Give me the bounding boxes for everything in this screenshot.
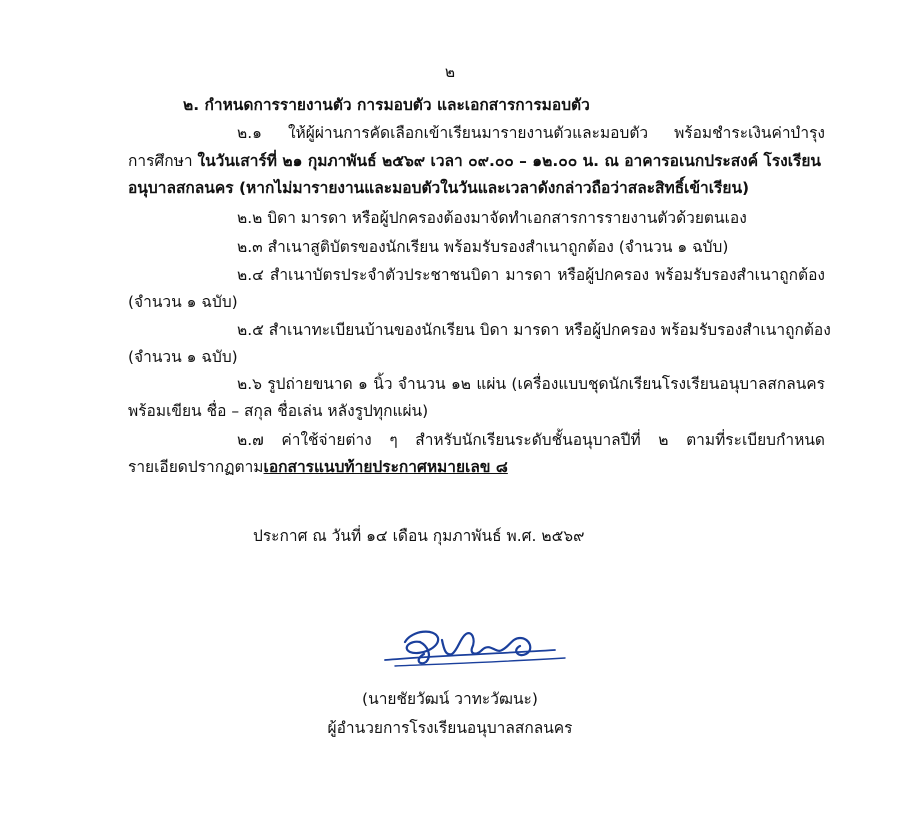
item-2-7-prefix: รายเอียดปรากฏตาม	[128, 458, 264, 476]
item-2-1-date-time: ในวันเสาร์ที่ ๒๑ กุมภาพันธ์ ๒๕๖๙ เวลา ๐๙.๐๐ – ๑๒.๐๐ น. ณ อาคารอเนกประสงค์ โรงเรียน	[197, 152, 822, 170]
item-2-3: ๒.๓ สำเนาสูติบัตรของนักเรียน พร้อมรับรองสำเนาถูกต้อง (จำนวน ๑ ฉบับ)	[237, 238, 729, 256]
item-2-4-line-2: (จำนวน ๑ ฉบับ)	[128, 293, 238, 311]
item-2-2: ๒.๒ บิดา มารดา หรือผู้ปกครองต้องมาจัดทำเอกสารการรายงานตัวด้วยตนเอง	[237, 209, 747, 227]
signatory-name: (นายชัยวัฒน์ วาทะวัฒนะ)	[362, 690, 538, 708]
signature-image	[380, 620, 580, 680]
item-2-5-line-1: ๒.๕ สำเนาทะเบียนบ้านของนักเรียน บิดา มารดา หรือผู้ปกครอง พร้อมรับรองสำเนาถูกต้อง	[237, 321, 831, 339]
item-2-4-line-1: ๒.๔ สำเนาบัตรประจำตัวประชาชนบิดา มารดา หรือผู้ปกครอง พร้อมรับรองสำเนาถูกต้อง	[237, 266, 825, 284]
item-2-1-line-2	[128, 149, 825, 173]
signature-stroke-3	[442, 633, 482, 654]
item-2-7-line-2	[128, 455, 508, 479]
signatory-position: ผู้อำนวยการโรงเรียนอนุบาลสกลนคร	[327, 719, 573, 737]
page-number: ๒	[444, 63, 456, 81]
item-2-1-prefix: การศึกษา	[128, 152, 198, 170]
item-2-5-line-2: (จำนวน ๑ ฉบับ)	[128, 348, 238, 366]
item-2-6-line-2: พร้อมเขียน ชื่อ – สกุล ชื่อเล่น หลังรูปทุกแผ่น)	[128, 402, 429, 420]
item-2-6-line-1: ๒.๖ รูปถ่ายขนาด ๑ นิ้ว จำนวน ๑๒ แผ่น (เครื่องแบบชุดนักเรียนโรงเรียนอนุบาลสกลนคร	[237, 375, 825, 393]
announcement-date: ประกาศ ณ วันที่ ๑๔ เดือน กุมภาพันธ์ พ.ศ. ๒๕๖๙	[253, 527, 585, 545]
item-2-1-line-3: อนุบาลสกลนคร (หากไม่มารายงานและมอบตัวในวันและเวลาดังกล่าวถือว่าสละสิทธิ์เข้าเรียน)	[128, 179, 750, 197]
item-2-7-line-1: ๒.๗ ค่าใช้จ่ายต่าง ๆ สำหรับนักเรียนระดับชั้นอนุบาลปีที่ ๒ ตามที่ระเบียบกำหนด	[237, 431, 825, 449]
item-2-1-line-1: ๒.๑ ให้ผู้ผ่านการคัดเลือกเข้าเรียนมารายงานตัวและมอบตัว พร้อมชำระเงินค่าบำรุง	[237, 124, 825, 142]
section-heading: ๒. กำหนดการรายงานตัว การมอบตัว และเอกสารการมอบตัว	[183, 96, 590, 114]
attachment-reference: เอกสารแนบท้ายประกาศหมายเลข ๘	[263, 458, 508, 476]
